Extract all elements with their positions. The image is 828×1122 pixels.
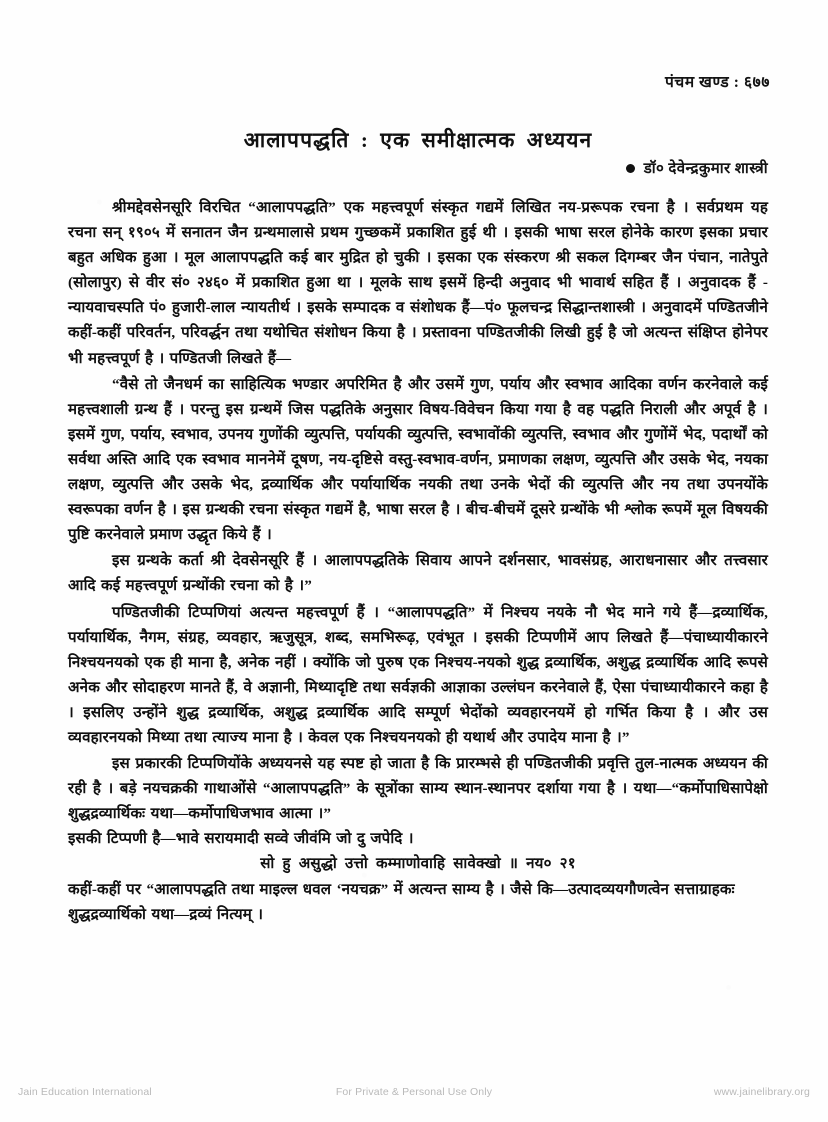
- footer-center-text: For Private & Personal Use Only: [335, 1086, 493, 1098]
- paragraph-5: इस प्रकारकी टिप्पणियोंके अध्ययनसे यह स्पष्ट हो जाता है कि प्रारम्भसे ही पण्डितजीकी प्रवृत्ति तुल-नात्मक अध्ययन की रही है । बड़े नयचक्रकी गाथाओंसे “आलापपद्धति” के सूत्रोंका साम्य स्थान-स्थानपर दर्शाया गया है । यथा—“कर्मोपाधिसापेक्षो शुद्धद्रव्यार्थिकः यथा—कर्मोपाधिजभाव आत्मा ।”: [68, 756, 768, 823]
- paragraph-1: श्रीमद्देवसेनसूरि विरचित “आलापपद्धति” एक महत्त्वपूर्ण संस्कृत गद्यमें लिखित नय-प्ररूपक रचना है । सर्वप्रथम यह रचना सन् १९०५ में सनातन जैन ग्रन्थमालासे प्रथम गुच्छकमें प्रकाशित हुई थी । इसकी भाषा सरल होनेके कारण इसका प्रचार बहुत अधिक हुआ । मूल आलापपद्धति कई बार मुद्रित हो चुकी । इसका एक संस्करण श्री सकल दिगम्बर जैन पंचान, नातेपुते (सोलापुर) से वीर सं० २४६० में प्रकाशित हुआ था । मूलके साथ इसमें हिन्दी अनुवाद भी भावार्थ सहित हैं । अनुवादक हैं - न्यायवाचस्पति पं० हुजारी-लाल न्यायतीर्थ । इसके सम्पादक व संशोधक हैं—पं० फूलचन्द्र सिद्धान्तशास्त्री । अनुवादमें पण्डितजीने कहीं-कहीं परिवर्तन, परिवर्द्धन तथा यथोचित संशोधन किया है । प्रस्तावना पण्डितजीकी लिखी हुई है जो अत्यन्त संक्षिप्त होनेपर भी महत्त्वपूर्ण है । पण्डितजी लिखते हैं—: [68, 200, 768, 367]
- paragraph-3: इस ग्रन्थके कर्ता श्री देवसेनसूरि हैं । आलापपद्धतिके सिवाय आपने दर्शनसार, भावसंग्रह, आराधनासार और तत्त्वसार आदि कई महत्त्वपूर्ण ग्रन्थोंकी रचना को है ।”: [68, 553, 768, 595]
- body-text-column: [68, 196, 768, 929]
- bullet-icon: [626, 164, 635, 173]
- author-byline: [626, 158, 768, 178]
- verse-line: सो हु असुद्धो उत्तो कम्माणोवाहि सावेक्खो ॥ नय० २१: [260, 856, 576, 873]
- footer-left-text: Jain Education International: [18, 1086, 152, 1098]
- paragraph-4: पण्डितजीकी टिप्पणियां अत्यन्त महत्त्वपूर्ण हैं । “आलापपद्धति” में निश्चय नयके नौ भेद माने गये हैं—द्रव्यार्थिक, पर्यायार्थिक, नैगम, संग्रह, व्यवहार, ऋजुसूत्र, शब्द, समभिरूढ़, एवंभूत । इसकी टिप्पणीमें आप लिखते हैं—पंचाध्यायीकारने निश्चयनयको एक ही माना है, अनेक नहीं । क्योंकि जो पुरुष एक निश्चय-नयको शुद्ध द्रव्यार्थिक, अशुद्ध द्रव्यार्थिक आदि रूपसे अनेक और सोदाहरण मानते हैं, वे अज्ञानी, मिथ्यादृष्टि तथा सर्वज्ञकी आज्ञाका उल्लंघन करनेवाले हैं, ऐसा पंचाध्यायीकारने कहा है । इसलिए उन्होंने शुद्ध द्रव्यार्थिक, अशुद्ध द्रव्यार्थिक आदि सम्पूर्ण भेदोंको व्यवहारनयमें हो गर्भित किया है । और उस व्यवहारनयको मिथ्या तथा त्याज्य माना है । केवल एक निश्चयनयको ही यथार्थ और उपादेय माना है ।”: [68, 604, 768, 746]
- paragraph-7-closing: कहीं-कहीं पर “आलापपद्धति तथा माइल्ल धवल ‘नयचक्र” में अत्यन्त साम्य है । जैसे कि—उत्पादव्ययगौणत्वेन सत्ताग्राहकः शुद्धद्रव्यार्थिको यथा—द्रव्यं नित्यम् ।: [68, 881, 735, 923]
- page-footer: [0, 1084, 828, 1100]
- paragraph-2: “वैसे तो जैनधर्म का साहित्यिक भण्डार अपरिमित है और उसमें गुण, पर्याय और स्वभाव आदिका वर्णन करनेवाले कई महत्त्वशाली ग्रन्थ हैं । परन्तु इस ग्रन्थमें जिस पद्धतिके अनुसार विषय-विवेचन किया गया है वह पद्धति निराली और अपूर्व है । इसमें गुण, पर्याय, स्वभाव, उपनय गुणोंकी व्युत्पत्ति, पर्यायकी व्युत्पत्ति, स्वभावोंकी व्युत्पत्ति, स्वभाव और गुणोंमें भेद, पदार्थों को सर्वथा अस्ति आदि एक स्वभाव माननेमें दूषण, नय-दृष्टिसे वस्तु-स्वभाव-वर्णन, प्रमाणका लक्षण, व्युत्पत्ति और उसके भेद, नयका लक्षण, व्युत्पत्ति और उसके भेद, द्रव्यार्थिक और पर्यायार्थिक नयकी तथा उनके भेदों की व्युत्पत्ति और नय तथा उपनयोंके स्वरूपका वर्णन है । इस ग्रन्थकी रचना संस्कृत गद्यमें है, भाषा सरल है । बीच-बीचमें दूसरे ग्रन्थोंके भी श्लोक रूपमें मूल विषयकी पुष्टि करनेवाले प्रमाण उद्धृत किये हैं ।: [68, 376, 768, 544]
- author-name: डॉ० देवेन्द्रकुमार शास्त्री: [643, 161, 768, 177]
- footer-right-link[interactable]: www.jainelibrary.org: [713, 1086, 810, 1098]
- running-head: पंचम खण्ड : ६७७: [664, 74, 770, 91]
- paragraph-6-commentary: इसकी टिप्पणी है—भावे सरायमादी सव्वे जीवंमि जो दु जपेदि ।: [68, 831, 414, 848]
- page-title: आलापपद्धति : एक समीक्षात्मक अध्ययन: [243, 128, 593, 153]
